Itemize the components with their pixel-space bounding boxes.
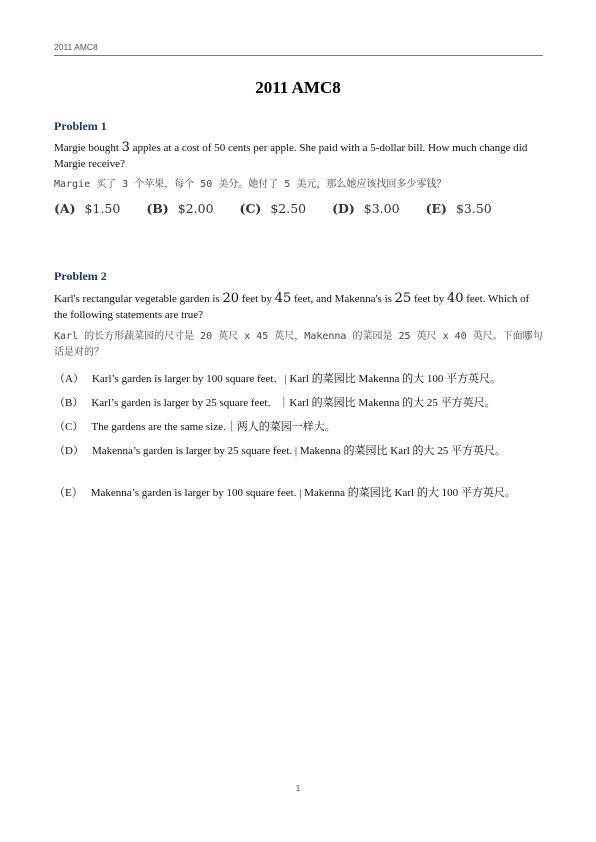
running-header: 2011 AMC8 [54, 42, 98, 52]
option-b-letter: （B） [54, 397, 84, 409]
choice-a-value: $1.50 [84, 201, 121, 216]
choice-e [426, 201, 492, 216]
option-d-text: Makenna’s garden is larger by 25 square feet. | Makenna 的菜园比 Karl 的大 25 平方英尺。 [91, 445, 507, 457]
page-title: 2011 AMC8 [255, 78, 341, 97]
problem-2-text-3: feet, and Makenna's is [291, 293, 395, 305]
option-a-text: Karl’s garden is larger by 100 square feet．| Karl 的菜园比 Makenna 的大 100 平方英尺。 [91, 373, 502, 385]
option-c [54, 419, 544, 435]
option-b [54, 395, 544, 411]
option-a-letter: （A） [54, 373, 84, 385]
option-c-letter: （C） [54, 421, 84, 433]
choice-c [240, 201, 307, 216]
option-e [54, 485, 544, 501]
choice-b [146, 201, 213, 216]
option-a [54, 371, 544, 387]
choice-b-label: (B) [146, 201, 169, 216]
choice-d [332, 201, 399, 216]
option-b-text: Karl’s garden is larger by 25 square feet．｜Karl 的菜园比 Makenna 的大 25 平方英尺。 [91, 397, 496, 409]
choice-b-value: $2.00 [177, 201, 214, 216]
choice-d-value: $3.00 [363, 201, 400, 216]
problem-1-text-after: apples at a cost of 50 cents per apple. She paid with a 5-dollar bill. How much change did Margie receive? [54, 142, 528, 170]
option-d [54, 443, 544, 459]
choice-d-label: (D) [332, 201, 355, 216]
choice-e-label: (E) [425, 201, 447, 216]
problem-2-math-3: 25 [394, 291, 412, 306]
problem-1-choices [54, 201, 518, 216]
problem-1-math-value: 3 [121, 140, 130, 155]
problem-2-math-1: 20 [222, 291, 239, 306]
problem-2-text-4: feet by [411, 293, 447, 305]
problem-1-text [54, 140, 544, 172]
problem-2-math-4: 40 [446, 291, 464, 306]
problem-2-text-5: feet. Which of the following statements are true? [54, 293, 530, 321]
choice-a-label: (A) [54, 201, 76, 216]
problem-2-math-2: 45 [274, 291, 292, 306]
problem-2-heading: Problem 2 [54, 269, 107, 283]
option-e-text: Makenna’s garden is larger by 100 square feet. | Makenna 的菜园比 Karl 的大 100 平方英尺。 [90, 487, 516, 499]
page-number: 1 [295, 783, 301, 793]
option-c-text: The gardens are the same size.｜两人的菜园一样大。 [91, 421, 336, 433]
option-e-letter: （E） [54, 487, 83, 499]
problem-1-heading: Problem 1 [54, 119, 107, 133]
problem-1-text-before: Margie bought [54, 142, 122, 154]
header-rule [54, 55, 543, 56]
problem-2-chinese: Karl 的长方形蔬菜园的尺寸是 20 英尺 x 45 英尺，Makenna 的菜园是 25 英尺 x 40 英尺。下面哪句话是对的？ [54, 331, 543, 358]
option-d-letter: （D） [54, 445, 84, 457]
choice-c-value: $2.50 [270, 201, 307, 216]
choice-a [54, 201, 120, 216]
problem-1-chinese: Margie 买了 3 个苹果，每个 50 美分。她付了 5 美元，那么她应该找回多少零钱？ [54, 179, 447, 190]
problem-2-text [54, 291, 544, 323]
choice-c-label: (C) [239, 201, 262, 216]
choice-e-value: $3.50 [455, 201, 492, 216]
problem-2-text-2: feet by [238, 293, 275, 305]
problem-2-text-1: Karl's rectangular vegetable garden is [54, 293, 223, 305]
